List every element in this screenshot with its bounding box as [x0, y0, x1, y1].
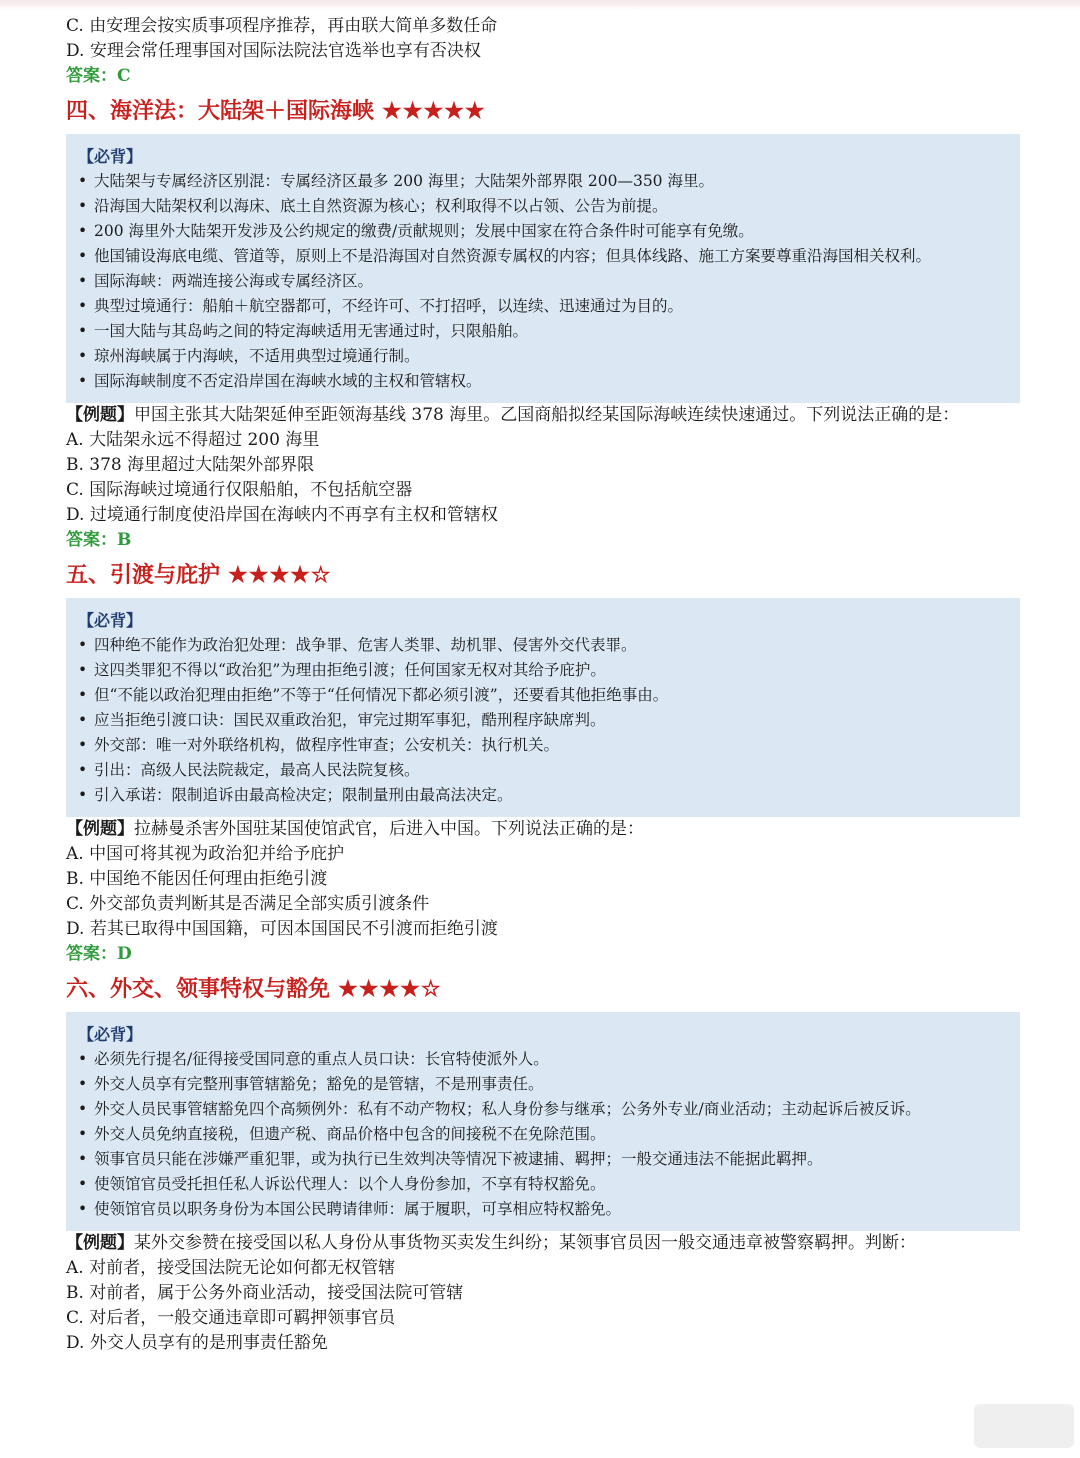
document-page [66, 14, 1022, 1356]
example-label: 【例题】 [66, 819, 134, 839]
list-item: • 沿海国大陆架权利以海床、底土自然资源为核心；权利取得不以占领、公告为前提。 [78, 194, 1012, 219]
section-6-heading [66, 969, 1022, 1009]
section-5-memorize-box [66, 598, 1020, 817]
list-item: • 200 海里外大陆架开发涉及公约规定的缴费/贡献规则；发展中国家在符合条件时可能享有免缴。 [78, 219, 1012, 244]
example-label: 【例题】 [66, 1233, 134, 1253]
watermark-badge [974, 1404, 1074, 1448]
bullet-icon: • [78, 1150, 88, 1168]
bullet-icon: • [78, 1050, 88, 1068]
prev-option-c: C. 由安理会按实质事项程序推荐，再由联大简单多数任命 [66, 16, 498, 36]
section-4-memorize-box [66, 134, 1020, 403]
section-title: 四、海洋法：大陆架＋国际海峡 [66, 98, 375, 124]
answer-label: 答案： [66, 944, 117, 964]
bullet-icon: • [78, 372, 88, 390]
list-item: • 外交人员免纳直接税，但遗产税、商品价格中包含的间接税不在免除范围。 [78, 1122, 1012, 1147]
bullet-icon: • [78, 636, 88, 654]
list-item: • 典型过境通行：船舶＋航空器都可，不经许可、不打招呼，以连续、迅速通过为目的。 [78, 294, 1012, 319]
option-b: B. 中国绝不能因任何理由拒绝引渡 [66, 869, 328, 889]
bullet-icon: • [78, 661, 88, 679]
example-question: 【例题】甲国主张其大陆架延伸至距领海基线 378 海里。乙国商船拟经某国际海峡连续快速通过。下列说法正确的是： [66, 405, 960, 425]
option-d: D. 外交人员享有的是刑事责任豁免 [66, 1333, 328, 1353]
bullet-icon: • [78, 222, 88, 240]
list-item: • 引入承诺：限制追诉由最高检决定；限制量刑由最高法决定。 [78, 783, 1012, 808]
option-c: C. 对后者，一般交通违章即可羁押领事官员 [66, 1308, 396, 1328]
list-item: • 使领馆官员以职务身份为本国公民聘请律师：属于履职，可享相应特权豁免。 [78, 1197, 1012, 1222]
example-label: 【例题】 [66, 405, 134, 425]
option-d: D. 若其已取得中国国籍，可因本国国民不引渡而拒绝引渡 [66, 919, 498, 939]
section-title: 六、外交、领事特权与豁免 [66, 976, 331, 1002]
answer-label: 答案： [66, 66, 117, 86]
option-d: D. 过境通行制度使沿岸国在海峡内不再享有主权和管辖权 [66, 505, 498, 525]
bullet-icon: • [78, 347, 88, 365]
answer-value: D [117, 944, 132, 964]
list-item: • 国际海峡：两端连接公海或专属经济区。 [78, 269, 1012, 294]
list-item: • 国际海峡制度不否定沿岸国在海峡水域的主权和管辖权。 [78, 369, 1012, 394]
option-a: A. 对前者，接受国法院无论如何都无权管辖 [66, 1258, 396, 1278]
option-c: C. 国际海峡过境通行仅限船舶，不包括航空器 [66, 480, 413, 500]
prev-answer [66, 64, 1022, 89]
bullet-icon: • [78, 1175, 88, 1193]
bullet-icon: • [78, 172, 88, 190]
section-6-memorize-box [66, 1012, 1020, 1231]
option-a: A. 大陆架永远不得超过 200 海里 [66, 430, 320, 450]
answer-label: 答案： [66, 530, 117, 550]
option-c: C. 外交部负责判断其是否满足全部实质引渡条件 [66, 894, 430, 914]
option-b: B. 对前者，属于公务外商业活动，接受国法院可管辖 [66, 1283, 464, 1303]
option-a: A. 中国可将其视为政治犯并给予庇护 [66, 844, 345, 864]
bullet-icon: • [78, 322, 88, 340]
list-item: • 大陆架与专属经济区别混：专属经济区最多 200 海里；大陆架外部界限 200—350 海里。 [78, 169, 1012, 194]
bullet-icon: • [78, 1200, 88, 1218]
list-item: • 这四类罪犯不得以“政治犯”为理由拒绝引渡；任何国家无权对其给予庇护。 [78, 658, 1012, 683]
list-item: • 外交部：唯一对外联络机构，做程序性审查；公安机关：执行机关。 [78, 733, 1012, 758]
bullet-icon: • [78, 297, 88, 315]
star-rating: ★★★★★ [382, 98, 486, 124]
bullet-icon: • [78, 1125, 88, 1143]
star-rating: ★★★★☆ [228, 562, 332, 588]
list-item: • 应当拒绝引渡口诀：国民双重政治犯，审完过期军事犯，酷刑程序缺席判。 [78, 708, 1012, 733]
bullet-icon: • [78, 736, 88, 754]
list-item: • 但“不能以政治犯理由拒绝”不等于“任何情况下都必须引渡”，还要看其他拒绝事由。 [78, 683, 1012, 708]
memorize-label: 【必背】 [78, 147, 143, 166]
bullet-icon: • [78, 1075, 88, 1093]
bullet-icon: • [78, 272, 88, 290]
memorize-label: 【必背】 [78, 1025, 143, 1044]
answer-value: C [117, 66, 131, 86]
memorize-label: 【必背】 [78, 611, 143, 630]
list-item: • 必须先行提名/征得接受国同意的重点人员口诀：长官特使派外人。 [78, 1047, 1012, 1072]
top-strip [0, 0, 1080, 10]
prev-option-d: D. 安理会常任理事国对国际法院法官选举也享有否决权 [66, 41, 481, 61]
bullet-icon: • [78, 247, 88, 265]
list-item: • 外交人员民事管辖豁免四个高频例外：私有不动产物权；私人身份参与继承；公务外专业/商业活动；主动起诉后被反诉。 [78, 1097, 1012, 1122]
section-title: 五、引渡与庇护 [66, 562, 221, 588]
example-question: 【例题】某外交参赞在接受国以私人身份从事货物买卖发生纠纷；某领事官员因一般交通违章被警察羁押。判断： [66, 1233, 916, 1253]
list-item: • 琼州海峡属于内海峡，不适用典型过境通行制。 [78, 344, 1012, 369]
list-item: • 引出：高级人民法院裁定，最高人民法院复核。 [78, 758, 1012, 783]
example-question: 【例题】拉赫曼杀害外国驻某国使馆武官，后进入中国。下列说法正确的是： [66, 819, 644, 839]
bullet-icon: • [78, 761, 88, 779]
list-item: • 使领馆官员受托担任私人诉讼代理人：以个人身份参加，不享有特权豁免。 [78, 1172, 1012, 1197]
list-item: • 一国大陆与其岛屿之间的特定海峡适用无害通过时，只限船舶。 [78, 319, 1012, 344]
section-5-answer [66, 942, 1022, 967]
answer-value: B [117, 530, 132, 550]
bullet-icon: • [78, 711, 88, 729]
list-item: • 领事官员只能在涉嫌严重犯罪，或为执行已生效判决等情况下被逮捕、羁押；一般交通违法不能据此羁押。 [78, 1147, 1012, 1172]
bullet-icon: • [78, 1100, 88, 1118]
option-b: B. 378 海里超过大陆架外部界限 [66, 455, 315, 475]
list-item: • 四种绝不能作为政治犯处理：战争罪、危害人类罪、劫机罪、侵害外交代表罪。 [78, 633, 1012, 658]
section-4-heading [66, 91, 1022, 131]
bullet-icon: • [78, 197, 88, 215]
star-rating: ★★★★☆ [338, 976, 442, 1002]
list-item: • 外交人员享有完整刑事管辖豁免；豁免的是管辖，不是刑事责任。 [78, 1072, 1012, 1097]
section-4-answer [66, 528, 1022, 553]
bullet-icon: • [78, 786, 88, 804]
list-item: • 他国铺设海底电缆、管道等，原则上不是沿海国对自然资源专属权的内容；但具体线路、施工方案要尊重沿海国相关权利。 [78, 244, 1012, 269]
bullet-icon: • [78, 686, 88, 704]
section-5-heading [66, 555, 1022, 595]
